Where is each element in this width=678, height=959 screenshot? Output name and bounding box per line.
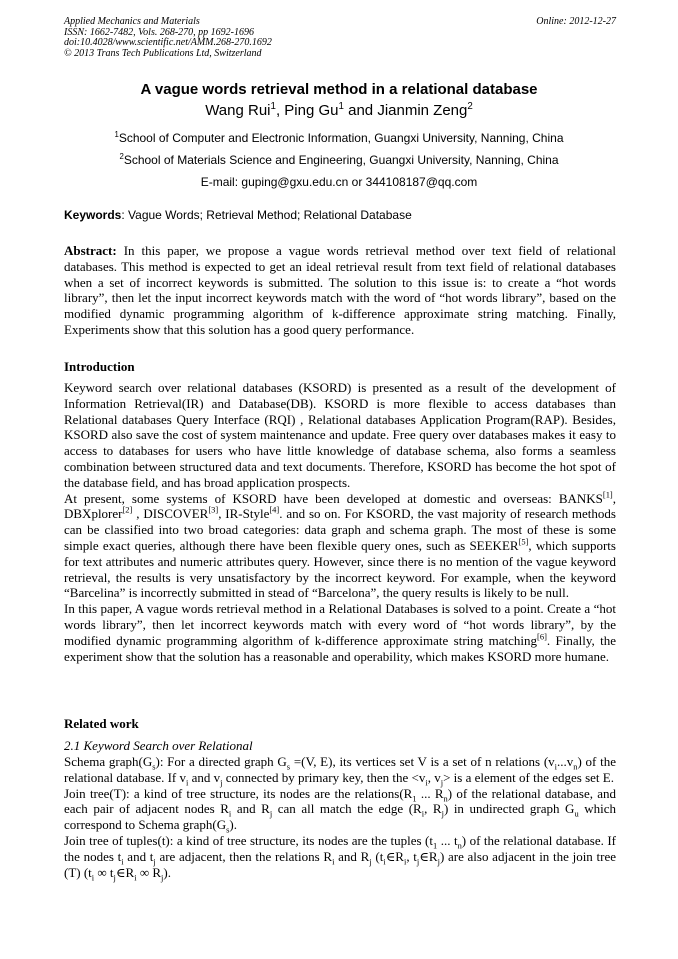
text-run: , v xyxy=(427,769,441,785)
text-run: can all match the edge (R xyxy=(272,801,422,817)
journal-header xyxy=(64,17,616,59)
section-heading-related-work: Related work xyxy=(64,716,139,731)
text-run: ) are also adjacent in the join tree (T) (t xyxy=(64,848,616,880)
author-affil-mark: 1 xyxy=(270,101,276,112)
subscript: j xyxy=(269,808,273,819)
citation: [4] xyxy=(269,505,280,516)
subscript: i xyxy=(403,856,407,867)
subscript: i xyxy=(121,856,124,867)
text-run: ∈R xyxy=(385,848,404,864)
author-name: Ping Gu xyxy=(284,102,339,119)
text-run: , R xyxy=(424,801,442,817)
author-name: Wang Rui xyxy=(205,102,271,119)
text-run: and R xyxy=(334,848,370,864)
journal-name: Applied Mechanics and Materials xyxy=(64,16,200,27)
text-run: ). xyxy=(163,864,171,880)
citation: [6] xyxy=(537,631,547,642)
subscript: i xyxy=(425,777,428,788)
subscript: i xyxy=(421,808,425,819)
abstract xyxy=(64,243,616,338)
introduction-body xyxy=(64,380,616,664)
subscript: j xyxy=(161,872,164,883)
text-run: Join tree of tuples(t): a kind of tree structure, its nodes are the tuples (t xyxy=(64,832,433,848)
related-work-body xyxy=(64,754,617,883)
text-run: Join tree(T): a kind of tree structure, its nodes are the relations(R xyxy=(64,785,413,801)
subscript: s xyxy=(226,824,230,835)
section-heading-introduction: Introduction xyxy=(64,359,135,374)
subscript: 1 xyxy=(412,793,417,804)
text-run: and v xyxy=(188,769,221,785)
text-run: ...v xyxy=(557,754,574,769)
subscript: j xyxy=(369,856,372,867)
text-run: ) in undirected graph G xyxy=(443,801,575,817)
text-run: ). xyxy=(229,817,237,833)
subscript: i xyxy=(228,808,232,819)
paper-title: A vague words retrieval method in a relational database xyxy=(140,81,538,98)
subscript: j xyxy=(437,856,440,867)
subscript: 1 xyxy=(433,840,438,851)
affil-mark: 1 xyxy=(114,130,119,139)
text-run: which correspond to Schema graph(G xyxy=(64,801,616,833)
text-run: and R xyxy=(231,801,270,817)
intro-paragraph-3: In this paper, A vague words retrieval method in a Relational Databases is solved to a point. Create a “hot words library”, then let incorrect keywords match with every word of “hot words library”, by the modified dynamic programming algorithm of k-difference approximate string matching[6]. Finally, the experiment show that the solution has a reasonable and operability, which makes KSORD more humane. xyxy=(64,601,617,664)
definition-schema-graph xyxy=(64,754,616,786)
text-run: Schema graph(G xyxy=(64,754,153,769)
keywords-text: : Vague Words; Retrieval Method; Relational Database xyxy=(121,208,412,222)
citation: [5] xyxy=(518,536,529,547)
journal-issn: ISSN: 1662-7482, Vols. 268-270, pp 1692-1696 xyxy=(64,26,254,38)
affil-mark: 2 xyxy=(119,152,124,161)
abstract-label: Abstract: xyxy=(64,243,117,258)
text-run: ): For a directed graph G xyxy=(155,754,287,769)
author-affil-mark: 2 xyxy=(467,101,473,112)
subscript: i xyxy=(91,872,95,883)
definition-join-tree xyxy=(64,786,616,833)
definition-join-tree-of-tuples xyxy=(64,832,616,883)
subscript: j xyxy=(153,856,156,867)
subscript: n xyxy=(573,761,578,772)
text-run: ∞ R xyxy=(136,864,162,880)
subscript: s xyxy=(286,761,291,772)
text-run: ) of the relational database. If v xyxy=(64,754,616,785)
subsection-heading-2-1: 2.1 Keyword Search over Relational xyxy=(64,738,253,753)
journal-copyright: © 2013 Trans Tech Publications Ltd, Switzerland xyxy=(64,47,262,59)
text-run: ) of the relational database. If the nodes t xyxy=(64,832,616,864)
author-name: Jianmin Zeng xyxy=(377,102,468,119)
text-run: and t xyxy=(123,848,154,864)
text-run: ∈R xyxy=(419,848,438,864)
subscript: u xyxy=(574,808,579,819)
author-separator: and xyxy=(343,102,378,119)
author-affil-mark: 1 xyxy=(338,101,344,112)
subscript: j xyxy=(440,777,444,788)
affiliation-2: $^2$School of Materials Science and Engineering, Guangxi University, Nanning, China xyxy=(119,152,559,167)
citation: [2] xyxy=(122,505,133,516)
subscript: i xyxy=(332,856,335,867)
text-run: ∞ t xyxy=(94,864,114,880)
intro-paragraph-1: Keyword search over relational databases (KSORD) is presented as a result of the development of Information Retrieval(IR) and Database(DB). KSORD is more flexible to access databases than Relational databases Query Interface (RQI) , Relational databases Application Program(RAP). Besides, KSORD also save the cost of system maintenance and update. Free query over databases makes it easy to access to databases for users who have little knowledge of database schema, also forms a seamless combination between structured data and text documents. Therefore, KSORD has become the hot spot of the database field, and has broad application prospects. xyxy=(64,380,616,490)
text-run: connected by primary key, then the <v xyxy=(222,769,426,785)
subscript: i xyxy=(186,777,189,788)
journal-doi: doi:10.4028/www.scientific.net/AMM.268-270.1692 xyxy=(64,37,272,48)
text-run: ) of the relational database, and each pair of adjacent nodes R xyxy=(64,785,617,817)
text-run: ... R xyxy=(416,785,444,801)
author-line xyxy=(0,102,678,120)
keywords xyxy=(64,208,616,222)
subscript: j xyxy=(220,777,223,788)
subscript: j xyxy=(416,856,420,867)
text-run: (t xyxy=(371,848,384,864)
text-run: , t xyxy=(406,848,417,864)
affiliation-1: $^1$School of Computer and Electronic Information, Guangxi University, Nanning, China xyxy=(114,130,564,145)
subscript: i xyxy=(383,856,386,867)
subscript: j xyxy=(113,872,116,883)
author-separator: , xyxy=(275,102,285,119)
subscript: i xyxy=(134,872,137,883)
online-date: Online: 2012-12-27 xyxy=(536,16,616,27)
text-run: are adjacent, then the relations R xyxy=(155,848,333,864)
citation: [1] xyxy=(602,489,613,500)
subscript: n xyxy=(457,840,462,851)
text-run: =(V, E), its vertices set V is a set of n relations (v xyxy=(290,754,555,769)
keywords-label: Keywords xyxy=(64,208,122,222)
citation: [3] xyxy=(208,505,219,516)
subscript: j xyxy=(441,808,444,819)
text-run: > is a element of the edges set E. xyxy=(443,769,614,785)
subscript: n xyxy=(443,793,448,804)
contact-email: E-mail: guping@gxu.edu.cn or 344108187@qq.com xyxy=(200,175,478,189)
subscript: s xyxy=(152,761,156,772)
text-run: ∈R xyxy=(115,864,135,880)
text-run: ... t xyxy=(437,832,458,848)
subscript: i xyxy=(554,761,558,772)
abstract-text: In this paper, we propose a vague words retrieval method over text field of relational databases. This method is expected to get an ideal retrieval result from text field of relational databases when a set of incorrect keywords is submitted. The solution to this issue is: to create a “hot words library”, then let the input incorrect keywords match with the word of “hot words library”, based on the modified dynamic programming algorithm of k-difference approximate string matching. Finally, Experiments show that this solution has a good query performance. xyxy=(64,243,616,337)
intro-paragraph-2: At present, some systems of KSORD have been developed at domestic and overseas: BANKS[1], DBXplorer[2] , DISCOVER[3], IR-Style[4]. and so on. For KSORD, the vast majority of research methods can be classified into two broad categories: data graph and schema graph. The most of these is some simple exact queries, although there have been flexible query ones, such as SEEKER[5], which supports for text attributes and numeric attributes query. However, since there is no mention of the vague keyword retrieval, the results is very unsatisfactory by the incorrect keyword. For example, when the keyword “Barcelina” is incorrectly submitted in stead of “Barcelona”, the query results is likely to be null. xyxy=(64,489,616,601)
